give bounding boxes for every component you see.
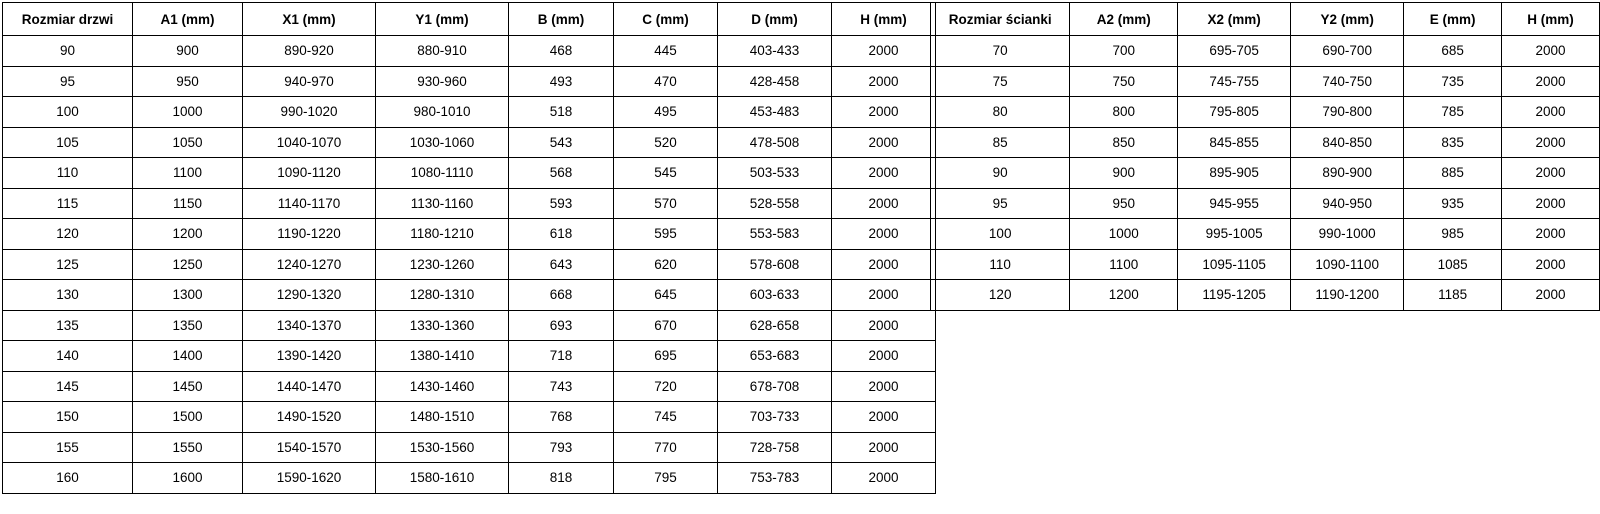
- table-cell: 160: [3, 463, 133, 494]
- doors-column-header: Rozmiar drzwi: [3, 3, 133, 36]
- table-cell: 643: [509, 249, 614, 280]
- table-cell: 840-850: [1291, 127, 1404, 158]
- table-row: [931, 280, 1600, 311]
- table-row: [3, 127, 936, 158]
- table-cell: 125: [3, 249, 133, 280]
- table-cell: 693: [509, 310, 614, 341]
- table-cell: 885: [1404, 158, 1502, 189]
- wall-column-header: A2 (mm): [1070, 3, 1178, 36]
- table-cell: 130: [3, 280, 133, 311]
- table-cell: 1440-1470: [243, 371, 376, 402]
- table-cell: 503-533: [718, 158, 832, 189]
- table-cell: 620: [614, 249, 718, 280]
- table-cell: 2000: [832, 127, 936, 158]
- table-cell: 790-800: [1291, 97, 1404, 128]
- table-cell: 1100: [133, 158, 243, 189]
- table-cell: 753-783: [718, 463, 832, 494]
- doors-column-header: B (mm): [509, 3, 614, 36]
- table-cell: 145: [3, 371, 133, 402]
- table-cell: 950: [1070, 188, 1178, 219]
- table-cell: 1600: [133, 463, 243, 494]
- table-cell: 2000: [1502, 219, 1600, 250]
- table-cell: 1540-1570: [243, 432, 376, 463]
- table-cell: 950: [133, 66, 243, 97]
- doors-column-header: Y1 (mm): [376, 3, 509, 36]
- table-cell: 2000: [832, 66, 936, 97]
- doors-table-head: [3, 3, 936, 36]
- table-cell: 890-920: [243, 36, 376, 67]
- table-cell: 1050: [133, 127, 243, 158]
- table-row: [3, 341, 936, 372]
- table-cell: 1200: [133, 219, 243, 250]
- table-cell: 110: [931, 249, 1070, 280]
- doors-dimensions-table-container: [2, 2, 936, 494]
- wall-column-header: H (mm): [1502, 3, 1600, 36]
- table-row: [931, 66, 1600, 97]
- table-cell: 740-750: [1291, 66, 1404, 97]
- table-cell: 2000: [1502, 280, 1600, 311]
- table-cell: 645: [614, 280, 718, 311]
- table-cell: 578-608: [718, 249, 832, 280]
- table-cell: 835: [1404, 127, 1502, 158]
- wall-column-header: E (mm): [1404, 3, 1502, 36]
- table-cell: 2000: [1502, 249, 1600, 280]
- table-cell: 685: [1404, 36, 1502, 67]
- table-cell: 703-733: [718, 402, 832, 433]
- table-cell: 453-483: [718, 97, 832, 128]
- table-cell: 150: [3, 402, 133, 433]
- table-cell: 1400: [133, 341, 243, 372]
- table-cell: 115: [3, 188, 133, 219]
- table-cell: 120: [931, 280, 1070, 311]
- doors-column-header: C (mm): [614, 3, 718, 36]
- table-cell: 1200: [1070, 280, 1178, 311]
- table-cell: 1500: [133, 402, 243, 433]
- table-cell: 80: [931, 97, 1070, 128]
- table-cell: 718: [509, 341, 614, 372]
- table-row: [3, 432, 936, 463]
- table-cell: 428-458: [718, 66, 832, 97]
- table-cell: 155: [3, 432, 133, 463]
- table-cell: 95: [3, 66, 133, 97]
- table-cell: 1085: [1404, 249, 1502, 280]
- table-cell: 2000: [832, 97, 936, 128]
- table-cell: 495: [614, 97, 718, 128]
- table-cell: 1195-1205: [1178, 280, 1291, 311]
- table-cell: 1185: [1404, 280, 1502, 311]
- table-cell: 880-910: [376, 36, 509, 67]
- table-cell: 1030-1060: [376, 127, 509, 158]
- table-cell: 940-950: [1291, 188, 1404, 219]
- table-cell: 518: [509, 97, 614, 128]
- table-row: [3, 219, 936, 250]
- table-cell: 493: [509, 66, 614, 97]
- table-cell: 75: [931, 66, 1070, 97]
- table-cell: 1550: [133, 432, 243, 463]
- wall-column-header: X2 (mm): [1178, 3, 1291, 36]
- table-row: [3, 402, 936, 433]
- table-row: [3, 249, 936, 280]
- table-cell: 470: [614, 66, 718, 97]
- table-cell: 1040-1070: [243, 127, 376, 158]
- table-cell: 2000: [832, 341, 936, 372]
- table-cell: 845-855: [1178, 127, 1291, 158]
- table-cell: 90: [3, 36, 133, 67]
- table-cell: 1480-1510: [376, 402, 509, 433]
- table-cell: 2000: [832, 432, 936, 463]
- table-cell: 745: [614, 402, 718, 433]
- table-row: [3, 463, 936, 494]
- table-cell: 2000: [832, 310, 936, 341]
- wall-dimensions-table-container: [930, 2, 1600, 311]
- table-cell: 1150: [133, 188, 243, 219]
- table-cell: 1180-1210: [376, 219, 509, 250]
- table-cell: 1280-1310: [376, 280, 509, 311]
- table-cell: 795-805: [1178, 97, 1291, 128]
- table-cell: 743: [509, 371, 614, 402]
- table-cell: 593: [509, 188, 614, 219]
- table-cell: 95: [931, 188, 1070, 219]
- table-cell: 930-960: [376, 66, 509, 97]
- table-cell: 1530-1560: [376, 432, 509, 463]
- table-cell: 890-900: [1291, 158, 1404, 189]
- table-cell: 1450: [133, 371, 243, 402]
- table-cell: 1080-1110: [376, 158, 509, 189]
- table-cell: 1140-1170: [243, 188, 376, 219]
- wall-column-header: Y2 (mm): [1291, 3, 1404, 36]
- table-cell: 990-1020: [243, 97, 376, 128]
- table-cell: 85: [931, 127, 1070, 158]
- table-cell: 895-905: [1178, 158, 1291, 189]
- table-cell: 1000: [133, 97, 243, 128]
- table-cell: 1330-1360: [376, 310, 509, 341]
- table-cell: 2000: [832, 402, 936, 433]
- table-cell: 628-658: [718, 310, 832, 341]
- table-row: [3, 310, 936, 341]
- table-cell: 1300: [133, 280, 243, 311]
- table-row: [3, 280, 936, 311]
- doors-column-header: D (mm): [718, 3, 832, 36]
- table-cell: 980-1010: [376, 97, 509, 128]
- table-cell: 800: [1070, 97, 1178, 128]
- table-cell: 768: [509, 402, 614, 433]
- doors-table-body: [3, 36, 936, 494]
- table-cell: 1190-1220: [243, 219, 376, 250]
- table-cell: 553-583: [718, 219, 832, 250]
- table-cell: 668: [509, 280, 614, 311]
- table-cell: 2000: [1502, 158, 1600, 189]
- table-cell: 2000: [1502, 127, 1600, 158]
- table-row: [3, 97, 936, 128]
- table-cell: 445: [614, 36, 718, 67]
- table-cell: 750: [1070, 66, 1178, 97]
- wall-table-body: [931, 36, 1600, 311]
- table-cell: 2000: [832, 158, 936, 189]
- table-row: [3, 36, 936, 67]
- table-row: [931, 97, 1600, 128]
- table-cell: 1430-1460: [376, 371, 509, 402]
- table-cell: 690-700: [1291, 36, 1404, 67]
- table-cell: 770: [614, 432, 718, 463]
- table-row: [931, 127, 1600, 158]
- table-cell: 110: [3, 158, 133, 189]
- table-cell: 900: [133, 36, 243, 67]
- table-cell: 2000: [1502, 188, 1600, 219]
- table-cell: 100: [931, 219, 1070, 250]
- table-cell: 468: [509, 36, 614, 67]
- table-row: [931, 219, 1600, 250]
- table-cell: 728-758: [718, 432, 832, 463]
- table-cell: 1240-1270: [243, 249, 376, 280]
- table-cell: 1590-1620: [243, 463, 376, 494]
- wall-table-head: [931, 3, 1600, 36]
- table-cell: 1490-1520: [243, 402, 376, 433]
- table-cell: 135: [3, 310, 133, 341]
- table-cell: 1130-1160: [376, 188, 509, 219]
- table-cell: 695-705: [1178, 36, 1291, 67]
- table-cell: 140: [3, 341, 133, 372]
- table-cell: 995-1005: [1178, 219, 1291, 250]
- table-row: [3, 188, 936, 219]
- table-cell: 795: [614, 463, 718, 494]
- table-cell: 900: [1070, 158, 1178, 189]
- table-header-row: [931, 3, 1600, 36]
- table-cell: 2000: [1502, 36, 1600, 67]
- table-cell: 520: [614, 127, 718, 158]
- table-cell: 1095-1105: [1178, 249, 1291, 280]
- table-row: [931, 36, 1600, 67]
- table-header-row: [3, 3, 936, 36]
- table-cell: 2000: [832, 188, 936, 219]
- table-cell: 678-708: [718, 371, 832, 402]
- table-row: [931, 249, 1600, 280]
- table-cell: 1350: [133, 310, 243, 341]
- table-cell: 1090-1100: [1291, 249, 1404, 280]
- table-cell: 735: [1404, 66, 1502, 97]
- table-cell: 403-433: [718, 36, 832, 67]
- table-cell: 2000: [832, 249, 936, 280]
- table-cell: 478-508: [718, 127, 832, 158]
- table-cell: 90: [931, 158, 1070, 189]
- doors-dimensions-table: [2, 2, 936, 494]
- table-cell: 2000: [832, 463, 936, 494]
- table-cell: 2000: [832, 280, 936, 311]
- doors-column-header: H (mm): [832, 3, 936, 36]
- table-cell: 1340-1370: [243, 310, 376, 341]
- table-row: [3, 158, 936, 189]
- table-cell: 570: [614, 188, 718, 219]
- table-cell: 745-755: [1178, 66, 1291, 97]
- table-row: [931, 188, 1600, 219]
- table-cell: 785: [1404, 97, 1502, 128]
- doors-column-header: X1 (mm): [243, 3, 376, 36]
- table-cell: 1090-1120: [243, 158, 376, 189]
- table-cell: 543: [509, 127, 614, 158]
- table-cell: 695: [614, 341, 718, 372]
- table-cell: 1230-1260: [376, 249, 509, 280]
- table-row: [931, 158, 1600, 189]
- table-row: [3, 66, 936, 97]
- table-cell: 2000: [1502, 97, 1600, 128]
- table-cell: 2000: [832, 36, 936, 67]
- table-cell: 528-558: [718, 188, 832, 219]
- table-cell: 653-683: [718, 341, 832, 372]
- table-cell: 940-970: [243, 66, 376, 97]
- table-row: [3, 371, 936, 402]
- wall-dimensions-table: [930, 2, 1600, 311]
- table-cell: 720: [614, 371, 718, 402]
- table-cell: 1100: [1070, 249, 1178, 280]
- table-cell: 105: [3, 127, 133, 158]
- table-cell: 70: [931, 36, 1070, 67]
- table-cell: 985: [1404, 219, 1502, 250]
- table-cell: 818: [509, 463, 614, 494]
- table-cell: 100: [3, 97, 133, 128]
- table-cell: 935: [1404, 188, 1502, 219]
- wall-column-header: Rozmiar ścianki: [931, 3, 1070, 36]
- table-cell: 120: [3, 219, 133, 250]
- table-cell: 2000: [832, 371, 936, 402]
- table-cell: 793: [509, 432, 614, 463]
- table-cell: 1380-1410: [376, 341, 509, 372]
- doors-column-header: A1 (mm): [133, 3, 243, 36]
- table-cell: 700: [1070, 36, 1178, 67]
- table-cell: 670: [614, 310, 718, 341]
- table-cell: 603-633: [718, 280, 832, 311]
- table-cell: 545: [614, 158, 718, 189]
- table-cell: 1390-1420: [243, 341, 376, 372]
- table-cell: 2000: [832, 219, 936, 250]
- table-cell: 990-1000: [1291, 219, 1404, 250]
- table-cell: 1000: [1070, 219, 1178, 250]
- table-cell: 618: [509, 219, 614, 250]
- table-cell: 595: [614, 219, 718, 250]
- table-cell: 1290-1320: [243, 280, 376, 311]
- table-cell: 850: [1070, 127, 1178, 158]
- table-cell: 1250: [133, 249, 243, 280]
- table-cell: 1190-1200: [1291, 280, 1404, 311]
- table-cell: 945-955: [1178, 188, 1291, 219]
- table-cell: 1580-1610: [376, 463, 509, 494]
- table-cell: 568: [509, 158, 614, 189]
- table-cell: 2000: [1502, 66, 1600, 97]
